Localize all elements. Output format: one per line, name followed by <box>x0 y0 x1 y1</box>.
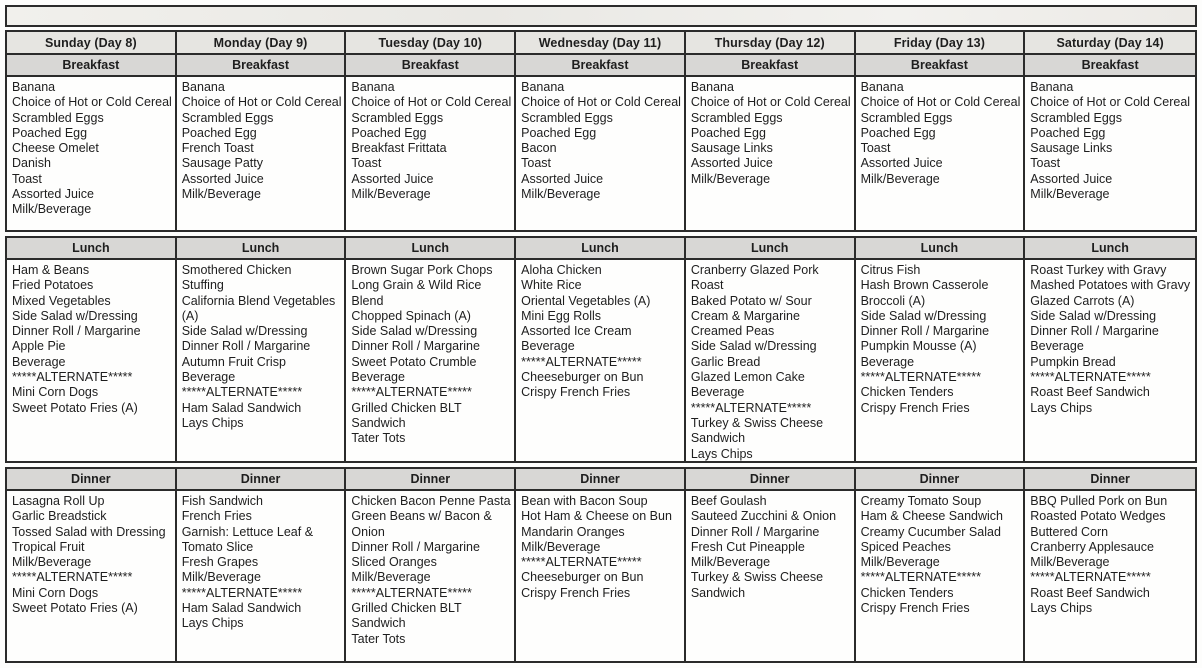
menu-item: Assorted Juice <box>181 171 264 186</box>
dinner-header: Dinner <box>7 469 177 491</box>
lunch-header: Lunch <box>686 238 856 260</box>
menu-item: Ham & Beans <box>12 263 90 277</box>
breakfast-menu-wednesday <box>516 77 686 230</box>
menu-item: *****ALTERNATE***** <box>1030 370 1151 385</box>
menu-item: Side Salad w/Dressing <box>860 308 987 323</box>
menu-item: Fish Sandwich <box>181 494 263 508</box>
menu-item: Poached Egg <box>521 125 597 140</box>
lunch-header: Lunch <box>346 238 516 260</box>
breakfast-header: Breakfast <box>686 55 856 77</box>
menu-item: Crispy French Fries <box>521 585 631 600</box>
menu-item: Banana <box>521 80 565 94</box>
dinner-header: Dinner <box>177 469 347 491</box>
menu-item: Milk/Beverage <box>1030 555 1110 570</box>
menu-item: Crispy French Fries <box>860 601 970 616</box>
menu-item: Scrambled Eggs <box>12 110 104 125</box>
menu-item: Dinner Roll / Margarine <box>181 339 311 354</box>
menu-item: Dinner Roll / Margarine <box>351 339 480 354</box>
menu-item: Beverage <box>521 339 575 354</box>
menu-item: Roast Beef Sandwich <box>1030 385 1150 400</box>
menu-item: Scrambled Eggs <box>521 110 613 125</box>
menu-item: Apple Pie <box>12 339 66 354</box>
title-band <box>5 5 1197 27</box>
menu-item: Roasted Potato Wedges <box>1030 509 1166 524</box>
menu-item: Broccoli (A) <box>860 293 926 308</box>
menu-item: *****ALTERNATE***** <box>521 354 642 369</box>
menu-item: Glazed Lemon Cake <box>690 370 805 385</box>
menu-item: Toast <box>860 141 891 156</box>
menu-item: Cheeseburger on Bun <box>521 370 644 385</box>
menu-item: Milk/Beverage <box>521 187 601 202</box>
dinner-menu-friday <box>856 491 1026 661</box>
menu-item: Milk/Beverage <box>860 555 940 570</box>
menu-item: French Fries <box>181 509 252 524</box>
menu-item: Glazed Carrots (A) <box>1030 293 1135 308</box>
menu-item: Tater Tots <box>351 631 406 646</box>
menu-item: *****ALTERNATE***** <box>351 385 472 400</box>
breakfast-header: Breakfast <box>856 55 1026 77</box>
day-header-thursday: Thursday (Day 12) <box>686 32 856 55</box>
menu-item: Milk/Beverage <box>690 555 771 570</box>
menu-item: *****ALTERNATE***** <box>860 370 981 385</box>
menu-item: Buttered Corn <box>1030 524 1109 539</box>
menu-item: Dinner Roll / Margarine <box>690 524 820 539</box>
menu-item: Milk/Beverage <box>1030 187 1110 202</box>
menu-item: *****ALTERNATE***** <box>181 585 303 600</box>
menu-item: *****ALTERNATE***** <box>521 555 642 570</box>
menu-item: Banana <box>690 80 734 94</box>
menu-item: Danish <box>12 156 51 171</box>
menu-item: Choice of Hot or Cold Cereal <box>690 95 851 110</box>
menu-item: Oriental Vegetables (A) <box>521 293 651 308</box>
menu-item: Cheeseburger on Bun <box>521 570 644 585</box>
menu-item: Choice of Hot or Cold Cereal <box>181 95 342 110</box>
menu-item: Assorted Juice <box>521 171 604 186</box>
menu-item: Chicken Bacon Penne Pasta <box>351 494 511 508</box>
menu-item: Poached Egg <box>1030 125 1106 140</box>
menu-item: Scrambled Eggs <box>181 110 274 125</box>
menu-item: Milk/Beverage <box>521 539 601 554</box>
breakfast-header: Breakfast <box>346 55 516 77</box>
lunch-menu-tuesday <box>346 260 516 461</box>
menu-item: Lays Chips <box>181 616 244 631</box>
menu-item: Mini Corn Dogs <box>12 385 99 400</box>
menu-item: Mini Egg Rolls <box>521 308 602 323</box>
menu-item: Toast <box>351 156 382 171</box>
menu-item: Chopped Spinach (A) <box>351 308 471 323</box>
menu-item: Sweet Potato Fries (A) <box>12 400 138 415</box>
dinner-header: Dinner <box>686 469 856 491</box>
menu-item: Baked Potato w/ Sour Cream & Margarine <box>690 293 812 323</box>
lunch-menu-sunday <box>7 260 177 461</box>
menu-item: Beverage <box>351 370 405 385</box>
menu-item: Fried Potatoes <box>12 278 94 293</box>
menu-item: Beverage <box>181 370 236 385</box>
dinner-menu-monday <box>177 491 347 661</box>
menu-item: Choice of Hot or Cold Cereal <box>860 95 1021 110</box>
menu-item: Scrambled Eggs <box>690 110 783 125</box>
day-and-breakfast-section <box>5 30 1197 232</box>
menu-item: Tater Tots <box>351 431 406 446</box>
menu-item: Dinner Roll / Margarine <box>1030 324 1159 339</box>
menu-item: Beverage <box>860 354 915 369</box>
menu-item: French Toast <box>181 141 254 156</box>
breakfast-menu-saturday <box>1025 77 1195 230</box>
lunch-menu-friday <box>856 260 1026 461</box>
menu-item: Pumpkin Bread <box>1030 354 1116 369</box>
menu-item: Side Salad w/Dressing <box>351 324 478 339</box>
menu-item: Creamy Cucumber Salad <box>860 524 1001 539</box>
menu-item: Lays Chips <box>690 446 753 461</box>
menu-item: *****ALTERNATE***** <box>181 385 303 400</box>
menu-item: Citrus Fish <box>860 263 921 277</box>
menu-item: California Blend Vegetables (A) <box>181 293 336 323</box>
menu-item: *****ALTERNATE***** <box>351 585 472 600</box>
breakfast-header: Breakfast <box>516 55 686 77</box>
menu-item: Banana <box>351 80 395 94</box>
menu-item: Grilled Chicken BLT Sandwich <box>351 400 462 430</box>
menu-item: Side Salad w/Dressing <box>690 339 817 354</box>
menu-item: Roast Beef Sandwich <box>1030 585 1150 600</box>
menu-item: Assorted Juice <box>1030 171 1113 186</box>
menu-item: Fresh Grapes <box>181 555 259 570</box>
menu-item: Hash Brown Casserole <box>860 278 989 293</box>
menu-item: Milk/Beverage <box>181 187 261 202</box>
menu-item: Sausage Patty <box>181 156 264 171</box>
menu-item: Mixed Vegetables <box>12 293 111 308</box>
dinner-section <box>5 467 1197 663</box>
dinner-header: Dinner <box>346 469 516 491</box>
menu-item: Sweet Potato Crumble <box>351 354 477 369</box>
dinner-menu-tuesday <box>346 491 516 661</box>
menu-item: Brown Sugar Pork Chops <box>351 263 493 277</box>
menu-item: Milk/Beverage <box>12 202 92 217</box>
menu-item: Garlic Breadstick <box>12 509 107 524</box>
menu-item: Stuffing <box>181 278 224 293</box>
menu-item: Mashed Potatoes with Gravy <box>1030 278 1191 293</box>
menu-item: Sausage Links <box>690 141 773 156</box>
menu-item: Beef Goulash <box>690 494 767 508</box>
menu-item: Pumpkin Mousse (A) <box>860 339 977 354</box>
menu-item: Assorted Juice <box>351 171 434 186</box>
menu-item: Scrambled Eggs <box>1030 110 1122 125</box>
menu-item: Turkey & Swiss Cheese Sandwich <box>690 570 824 600</box>
menu-item: Milk/Beverage <box>351 187 431 202</box>
menu-item: Banana <box>860 80 904 94</box>
breakfast-menu-friday <box>856 77 1026 230</box>
lunch-menu-wednesday <box>516 260 686 461</box>
menu-item: Crispy French Fries <box>521 385 631 400</box>
day-header-monday: Monday (Day 9) <box>177 32 347 55</box>
menu-item: Autumn Fruit Crisp <box>181 354 286 369</box>
menu-item: Garlic Bread <box>690 354 761 369</box>
menu-item: Sausage Links <box>1030 141 1113 156</box>
menu-item: Mini Corn Dogs <box>12 585 99 600</box>
menu-item: Bean with Bacon Soup <box>521 494 648 508</box>
menu-item: Sauteed Zucchini & Onion <box>690 509 837 524</box>
day-header-saturday: Saturday (Day 14) <box>1025 32 1195 55</box>
menu-item: Choice of Hot or Cold Cereal <box>12 95 172 110</box>
breakfast-header: Breakfast <box>177 55 347 77</box>
breakfast-header: Breakfast <box>1025 55 1195 77</box>
menu-item: BBQ Pulled Pork on Bun <box>1030 494 1168 508</box>
dinner-header: Dinner <box>1025 469 1195 491</box>
menu-item: Lays Chips <box>181 415 244 430</box>
menu-item: Creamed Peas <box>690 324 775 339</box>
menu-item: Toast <box>12 171 42 186</box>
lunch-header: Lunch <box>177 238 347 260</box>
menu-item: *****ALTERNATE***** <box>12 370 133 385</box>
menu-item: Fresh Cut Pineapple <box>690 539 805 554</box>
lunch-menu-saturday <box>1025 260 1195 461</box>
menu-item: Turkey & Swiss Cheese Sandwich <box>690 415 824 446</box>
menu-item: Toast <box>1030 156 1061 171</box>
menu-item: Side Salad w/Dressing <box>12 308 138 323</box>
menu-item: Tossed Salad with Dressing <box>12 524 166 539</box>
day-header-sunday: Sunday (Day 8) <box>7 32 177 55</box>
breakfast-menu-tuesday <box>346 77 516 230</box>
menu-item: Lays Chips <box>1030 601 1093 616</box>
menu-item: Dinner Roll / Margarine <box>860 324 990 339</box>
menu-item: Cranberry Applesauce <box>1030 539 1154 554</box>
menu-item: Crispy French Fries <box>860 400 970 415</box>
day-header-tuesday: Tuesday (Day 10) <box>346 32 516 55</box>
lunch-section <box>5 236 1197 463</box>
menu-item: Ham Salad Sandwich <box>181 400 302 415</box>
menu-item: Grilled Chicken BLT Sandwich <box>351 601 462 631</box>
menu-item: Assorted Juice <box>860 156 943 171</box>
dinner-menu-sunday <box>7 491 177 661</box>
menu-item: Ham & Cheese Sandwich <box>860 509 1003 524</box>
menu-item: Beverage <box>12 354 66 369</box>
menu-item: Bacon <box>521 141 557 156</box>
breakfast-menu-monday <box>177 77 347 230</box>
lunch-menu-monday <box>177 260 347 461</box>
dinner-menu-saturday <box>1025 491 1195 661</box>
dinner-menu-wednesday <box>516 491 686 661</box>
menu-item: Creamy Tomato Soup <box>860 494 982 508</box>
breakfast-menu-sunday <box>7 77 177 230</box>
menu-item: Long Grain & Wild Rice Blend <box>351 278 482 308</box>
dinner-header: Dinner <box>516 469 686 491</box>
menu-item: Assorted Juice <box>690 156 773 171</box>
menu-item: Ham Salad Sandwich <box>181 601 302 616</box>
menu-item: Scrambled Eggs <box>351 110 444 125</box>
menu-item: Assorted Juice <box>12 187 94 202</box>
lunch-header: Lunch <box>7 238 177 260</box>
menu-item: *****ALTERNATE***** <box>1030 570 1151 585</box>
menu-item: Breakfast Frittata <box>351 141 447 156</box>
dinner-header: Dinner <box>856 469 1026 491</box>
menu-item: Choice of Hot or Cold Cereal <box>351 95 512 110</box>
menu-item: Beverage <box>690 385 745 400</box>
menu-item: Choice of Hot or Cold Cereal <box>521 95 681 110</box>
menu-item: Beverage <box>1030 339 1084 354</box>
menu-item: Green Beans w/ Bacon & Onion <box>351 509 492 539</box>
menu-item: Cheese Omelet <box>12 141 99 156</box>
dinner-menu-thursday <box>686 491 856 661</box>
menu-item: Milk/Beverage <box>690 171 771 186</box>
menu-item: Milk/Beverage <box>860 171 940 186</box>
menu-item: Garnish: Lettuce Leaf & Tomato Slice <box>181 524 314 554</box>
menu-item: Smothered Chicken <box>181 263 292 277</box>
menu-item: Lasagna Roll Up <box>12 494 105 508</box>
menu-item: Lays Chips <box>1030 400 1093 415</box>
menu-item: Poached Egg <box>860 125 936 140</box>
menu-item: Toast <box>521 156 552 171</box>
menu-item: Tropical Fruit <box>12 539 85 554</box>
menu-item: Milk/Beverage <box>181 570 261 585</box>
menu-item: Side Salad w/Dressing <box>181 324 308 339</box>
day-header-wednesday: Wednesday (Day 11) <box>516 32 686 55</box>
breakfast-menu-thursday <box>686 77 856 230</box>
menu-item: Banana <box>1030 80 1074 94</box>
menu-item: Aloha Chicken <box>521 263 602 277</box>
menu-item: Banana <box>181 80 225 94</box>
menu-item: Cranberry Glazed Pork Roast <box>690 263 819 293</box>
lunch-header: Lunch <box>1025 238 1195 260</box>
menu-item: Mandarin Oranges <box>521 524 625 539</box>
menu-item: Spiced Peaches <box>860 539 951 554</box>
menu-item: Poached Egg <box>12 125 88 140</box>
menu-item: White Rice <box>521 278 582 293</box>
menu-item: Chicken Tenders <box>860 385 954 400</box>
menu-item: Dinner Roll / Margarine <box>12 324 141 339</box>
menu-item: Poached Egg <box>181 125 257 140</box>
menu-item: *****ALTERNATE***** <box>860 570 981 585</box>
menu-item: *****ALTERNATE***** <box>690 400 812 415</box>
menu-item: Poached Egg <box>351 125 427 140</box>
menu-item: Milk/Beverage <box>351 570 431 585</box>
menu-item: Side Salad w/Dressing <box>1030 308 1157 323</box>
menu-item: Chicken Tenders <box>860 585 954 600</box>
lunch-header: Lunch <box>516 238 686 260</box>
menu-item: Hot Ham & Cheese on Bun <box>521 509 672 524</box>
menu-item: Poached Egg <box>690 125 766 140</box>
day-header-friday: Friday (Day 13) <box>856 32 1026 55</box>
menu-item: Banana <box>12 80 56 94</box>
menu-item: Sliced Oranges <box>351 555 437 570</box>
menu-item: Dinner Roll / Margarine <box>351 539 480 554</box>
menu-item: Roast Turkey with Gravy <box>1030 263 1167 277</box>
lunch-header: Lunch <box>856 238 1026 260</box>
menu-item: Sweet Potato Fries (A) <box>12 601 138 616</box>
lunch-menu-thursday <box>686 260 856 461</box>
menu-item: Assorted Ice Cream <box>521 324 632 339</box>
breakfast-header: Breakfast <box>7 55 177 77</box>
menu-item: *****ALTERNATE***** <box>12 570 133 585</box>
menu-item: Scrambled Eggs <box>860 110 953 125</box>
menu-item: Milk/Beverage <box>12 555 92 570</box>
menu-item: Choice of Hot or Cold Cereal <box>1030 95 1191 110</box>
